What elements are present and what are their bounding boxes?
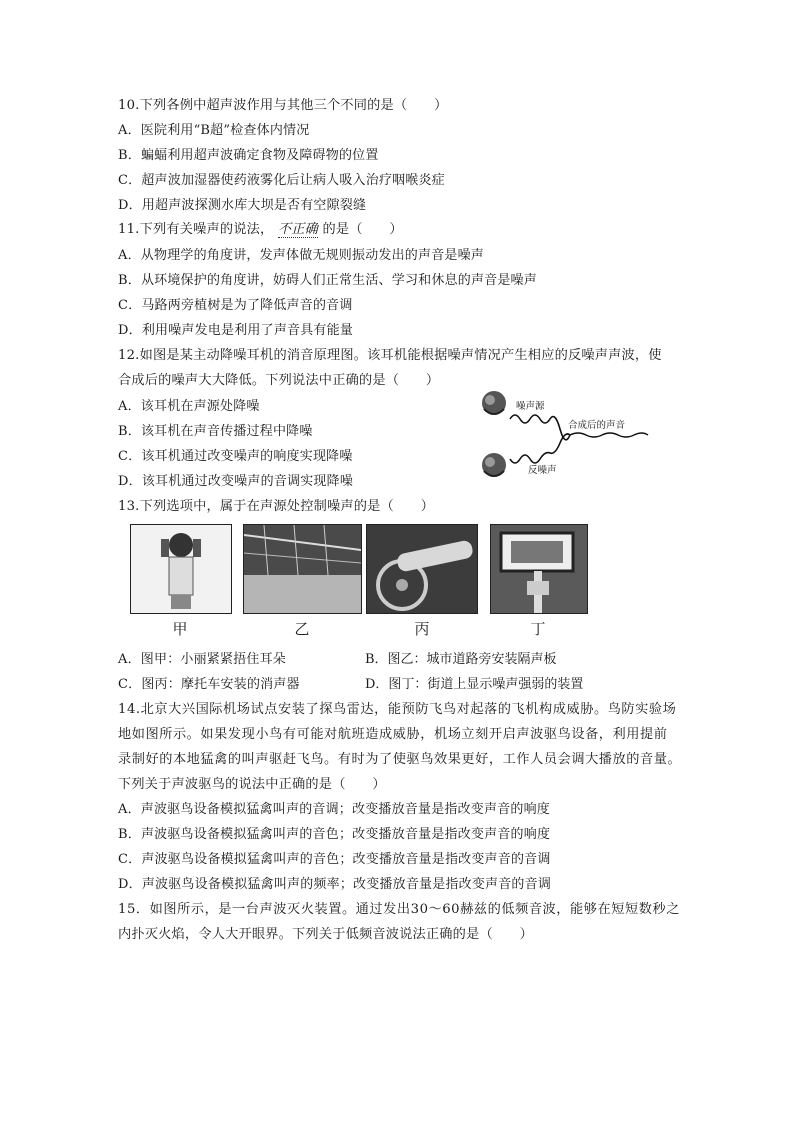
noise-monitor-icon <box>491 525 587 613</box>
q14-option-b: B．声波驱鸟设备模拟猛禽叫声的音色；改变播放音量是指改变声音的响度 <box>118 827 551 842</box>
noise-cancel-diagram <box>470 385 660 495</box>
q14-stem-line1: 14.北京大兴国际机场试点安装了探鸟雷达，能预防飞鸟对起落的飞机构成威胁。鸟防实验场 <box>118 702 677 717</box>
q14-stem-line4: 下列关于声波驱鸟的说法中正确的是（ ） <box>118 777 386 792</box>
q11-stem-pre: 11.下列有关噪声的说法， <box>118 222 274 237</box>
combined-wave <box>570 433 648 437</box>
q12-option-c: C．该耳机通过改变噪声的响度实现降噪 <box>118 449 353 464</box>
label-combined-sound: 合成后的声音 <box>568 420 626 431</box>
q13-photo-bing <box>366 524 478 614</box>
q12-option-b: B．该耳机在声音传播过程中降噪 <box>118 424 313 439</box>
caption-yi: 乙 <box>294 620 310 638</box>
q14-option-a: A．声波驱鸟设备模拟猛禽叫声的音调；改变播放音量是指改变声音的响度 <box>118 802 550 817</box>
q10-option-c: C．超声波加湿器使药液雾化后让病人吸入治疗咽喉炎症 <box>118 173 445 188</box>
anti-noise-wave <box>510 434 570 463</box>
q11-stem-post: 的是（ ） <box>322 222 403 237</box>
q10-option-b: B．蝙蝠利用超声波确定食物及障碍物的位置 <box>118 148 379 163</box>
q14-option-c: C．声波驱鸟设备模拟猛禽叫声的音色；改变播放音量是指改变声音的音调 <box>118 852 551 867</box>
anti-noise-source-icon <box>482 453 506 477</box>
q10-stem: 10.下列各例中超声波作用与其他三个不同的是（ ） <box>118 98 448 113</box>
label-noise-source: 噪声源 <box>516 401 545 412</box>
q15-stem-line2: 内扑灭火焰，令人大开眼界。下列关于低频音波说法正确的是（ ） <box>118 927 534 942</box>
q14-stem-line2: 地如图所示。如果发现小鸟有可能对航班造成威胁，机场立刻开启声波驱鸟设备，利用提前 <box>118 727 668 742</box>
q13-option-b: B．图乙：城市道路旁安装隔声板 <box>365 652 557 667</box>
girl-covering-ears-icon <box>131 525 231 613</box>
q10-option-d: D．用超声波探测水库大坝是否有空隙裂缝 <box>118 198 367 213</box>
q11-option-d: D．利用噪声发电是利用了声音具有能量 <box>118 323 354 338</box>
q11-stem-emphasis: 不正确 <box>277 222 319 237</box>
sound-barrier-icon <box>244 525 361 613</box>
caption-ding: 丁 <box>530 620 546 638</box>
caption-bing: 丙 <box>414 620 430 638</box>
q13-photo-ding <box>490 524 588 614</box>
q13-stem: 13.下列选项中，属于在声源处控制噪声的是（ ） <box>118 499 435 514</box>
q14-stem-line3: 录制好的本地猛禽的叫声驱赶飞鸟。有时为了使驱鸟效果更好，工作人员会调大播放的音量。 <box>118 752 682 767</box>
q11-option-c: C．马路两旁植树是为了降低声音的音调 <box>118 298 353 313</box>
label-anti-noise: 反噪声 <box>528 465 557 476</box>
q11-option-a: A．从物理学的角度讲，发声体做无规则振动发出的声音是噪声 <box>118 248 484 263</box>
q15-stem-line1: 15．如图所示，是一台声波灭火装置。通过发出30～60赫兹的低频音波，能够在短短数秒之 <box>118 902 680 917</box>
q12-stem-line1: 12.如图是某主动降噪耳机的消音原理图。该耳机能根据噪声情况产生相应的反噪声声波，使 <box>118 348 662 363</box>
q14-option-d: D．声波驱鸟设备模拟猛禽叫声的频率；改变播放音量是指改变声音的音调 <box>118 877 552 892</box>
q13-option-d: D．图丁：街道上显示噪声强弱的装置 <box>365 677 584 692</box>
q12-option-a: A．该耳机在声源处降噪 <box>118 399 260 414</box>
q13-photo-yi <box>243 524 362 614</box>
q12-stem-line2: 合成后的噪声大大降低。下列说法中正确的是（ ） <box>118 373 440 388</box>
q12-option-d: D．该耳机通过改变噪声的音调实现降噪 <box>118 474 354 489</box>
q10-option-a: A．医院利用“B超”检查体内情况 <box>118 123 310 138</box>
noise-wave <box>510 415 570 440</box>
q13-photo-jia <box>130 524 232 614</box>
q13-option-a: A．图甲：小丽紧紧捂住耳朵 <box>118 652 286 667</box>
muffler-icon <box>367 525 477 613</box>
q11-option-b: B．从环境保护的角度讲，妨碍人们正常生活、学习和休息的声音是噪声 <box>118 273 537 288</box>
q11-stem <box>118 220 403 240</box>
caption-jia: 甲 <box>172 620 188 638</box>
noise-source-icon <box>482 391 506 415</box>
q13-option-c: C．图丙：摩托车安装的消声器 <box>118 677 300 692</box>
